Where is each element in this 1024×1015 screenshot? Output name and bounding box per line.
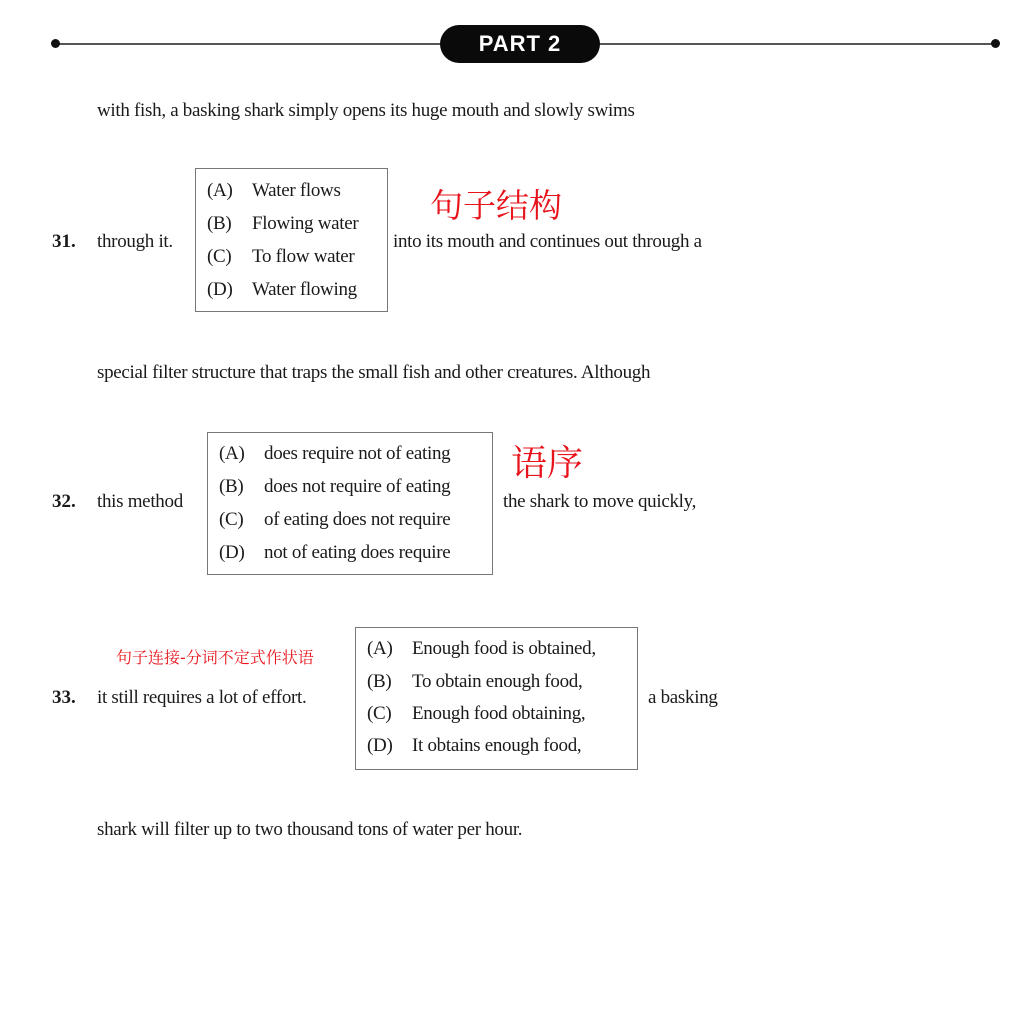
question-32-number: 32. xyxy=(52,491,76,512)
question-31-before: through it. xyxy=(97,231,173,252)
passage-line-3: shark will filter up to two thousand tons of water per hour. xyxy=(97,819,523,840)
question-32-options xyxy=(207,432,493,575)
question-31-number: 31. xyxy=(52,231,76,252)
question-32-before: this method xyxy=(97,491,183,512)
divider-dot-left xyxy=(51,39,60,48)
option-31-d[interactable]: (D) Water flowing xyxy=(207,279,357,300)
part-badge: PART 2 xyxy=(440,25,600,63)
option-32-d[interactable]: (D) not of eating does require xyxy=(219,542,451,563)
divider-dot-right xyxy=(991,39,1000,48)
annotation-33: 句子连接-分词不定式作状语 xyxy=(116,648,314,667)
question-33-after: a basking xyxy=(648,687,718,708)
annotation-31: 句子结构 xyxy=(430,186,562,225)
passage-line-1: with fish, a basking shark simply opens its huge mouth and slowly swims xyxy=(97,100,635,121)
option-33-d[interactable]: (D) It obtains enough food, xyxy=(367,735,582,756)
question-33-options xyxy=(355,627,638,770)
option-32-a[interactable]: (A) does require not of eating xyxy=(219,443,451,464)
option-33-c[interactable]: (C) Enough food obtaining, xyxy=(367,703,586,724)
option-32-b[interactable]: (B) does not require of eating xyxy=(219,476,451,497)
annotation-32: 语序 xyxy=(511,443,584,484)
question-31-options xyxy=(195,168,388,312)
option-31-a[interactable]: (A) Water flows xyxy=(207,180,341,201)
question-31-after: into its mouth and continues out through a xyxy=(393,231,702,252)
option-33-a[interactable]: (A) Enough food is obtained, xyxy=(367,638,596,659)
question-33-before: it still requires a lot of effort. xyxy=(97,687,307,708)
question-33-number: 33. xyxy=(52,687,76,708)
option-32-c[interactable]: (C) of eating does not require xyxy=(219,509,451,530)
question-32-after: the shark to move quickly, xyxy=(503,491,697,512)
passage-line-2: special filter structure that traps the small fish and other creatures. Although xyxy=(97,362,651,383)
option-33-b[interactable]: (B) To obtain enough food, xyxy=(367,671,583,692)
option-31-c[interactable]: (C) To flow water xyxy=(207,246,355,267)
option-31-b[interactable]: (B) Flowing water xyxy=(207,213,359,234)
